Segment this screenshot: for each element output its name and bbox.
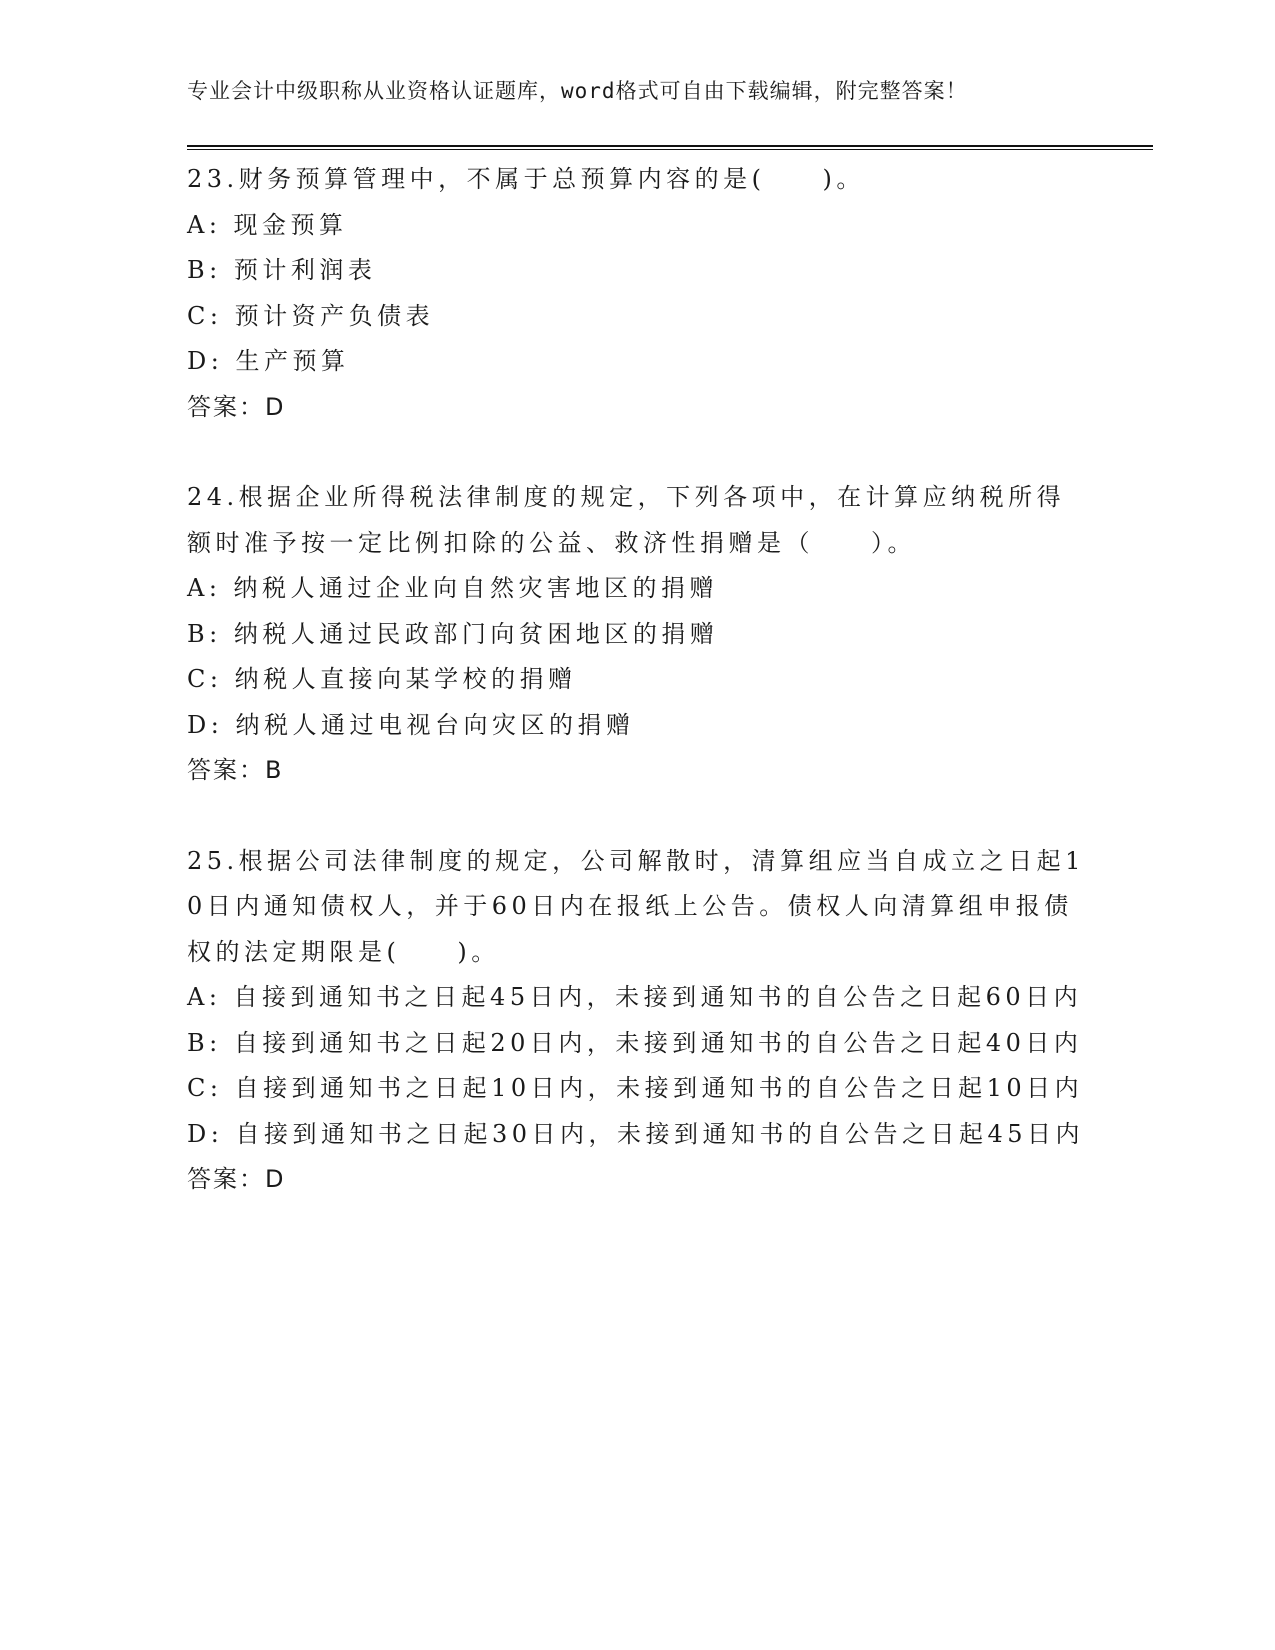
option-c: C: 预计资产负债表 [187, 301, 435, 330]
option-b: B: 纳税人通过民政部门向贫困地区的捐赠 [187, 619, 719, 648]
question-list [187, 157, 1087, 1203]
question-stem: 24.根据企业所得税法律制度的规定，下列各项中，在计算应纳税所得额时准予按一定比例扣除的公益、救济性捐赠是（ ）。 [187, 483, 1066, 557]
option-a: A: 自接到通知书之日起45日内，未接到通知书的自公告之日起60日内 [187, 983, 1083, 1011]
option-d: D: 生产预算 [187, 347, 350, 375]
question-stem: 25.根据公司法律制度的规定，公司解散时，清算组应当自成立之日起10日内通知债权人，并于60日内在报纸上公告。债权人向清算组申报债权的法定期限是( )。 [187, 846, 1085, 966]
answer-line: 答案：D [187, 392, 286, 421]
option-c: C: 自接到通知书之日起10日内，未接到通知书的自公告之日起10日内 [187, 1074, 1084, 1102]
page-header: 专业会计中级职称从业资格认证题库，word格式可自由下载编辑，附完整答案！ [187, 79, 968, 103]
question-spacer [187, 430, 1087, 475]
option-c: C: 纳税人直接向某学校的捐赠 [187, 665, 577, 693]
answer-line: 答案：B [187, 756, 284, 784]
option-b: B: 自接到通知书之日起20日内，未接到通知书的自公告之日起40日内 [187, 1028, 1083, 1057]
option-a: A: 现金预算 [187, 210, 348, 239]
option-d: D: 纳税人通过电视台向灾区的捐赠 [187, 710, 635, 739]
answer-line: 答案：D [187, 1165, 286, 1193]
option-a: A: 纳税人通过企业向自然灾害地区的捐赠 [187, 574, 719, 602]
option-b: B: 预计利润表 [187, 256, 377, 284]
question-block [187, 839, 1087, 1203]
option-d: D: 自接到通知书之日起30日内，未接到通知书的自公告之日起45日内 [187, 1119, 1085, 1148]
header-divider [187, 145, 1153, 150]
question-block [187, 475, 1087, 794]
question-stem: 23.财务预算管理中，不属于总预算内容的是( )。 [187, 165, 865, 193]
question-block [187, 157, 1087, 430]
question-spacer [187, 794, 1087, 839]
